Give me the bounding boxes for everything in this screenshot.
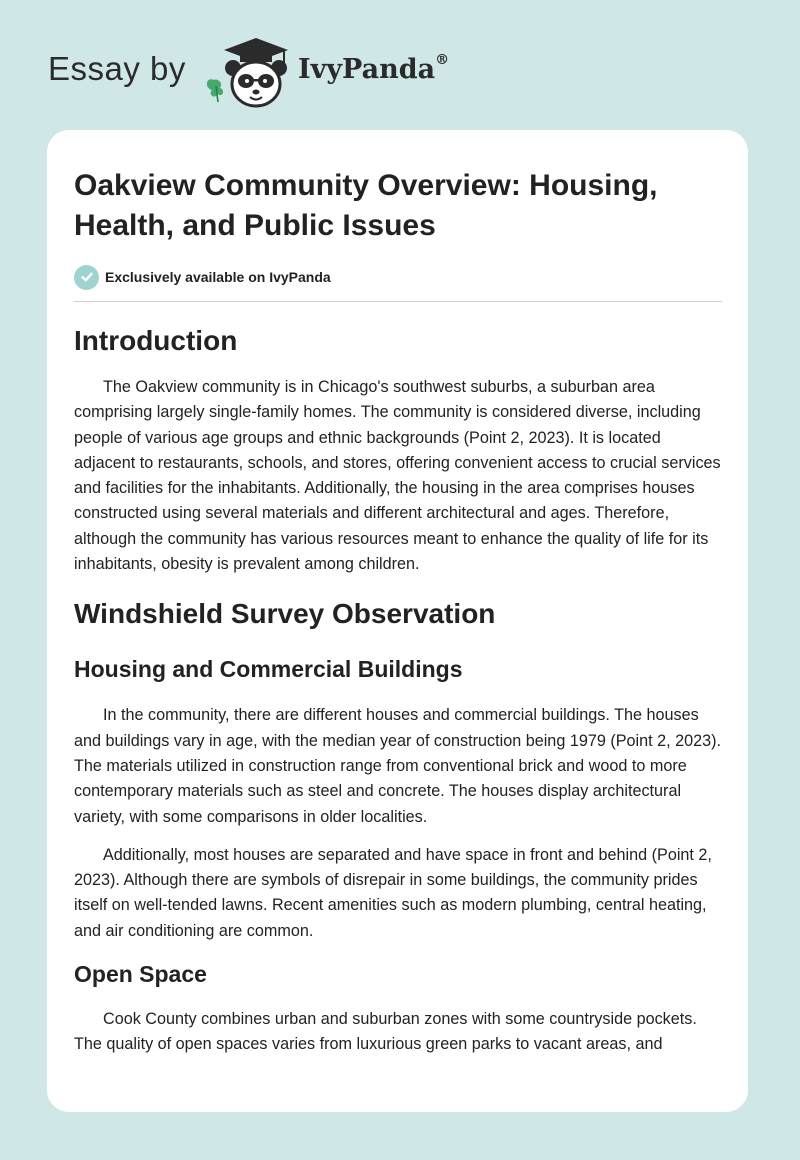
exclusive-badge: [74, 264, 722, 290]
check-circle-icon: [74, 265, 99, 290]
section-heading-introduction: Introduction: [74, 325, 238, 356]
subsection-heading-housing: Housing and Commercial Buildings: [74, 656, 463, 683]
brand-name[interactable]: IvyPanda®: [298, 52, 450, 85]
housing-paragraph-2: Additionally, most houses are separated and have space in front and behind (Point 2, 2023). Although there are symbols of disrepair in some buildings, the community prides itself on well-tended lawns. Recent amenities such as modern plumbing, central heating, and air conditioning are common.: [74, 845, 712, 940]
registered-mark: ®: [435, 52, 450, 68]
essay-title: Oakview Community Overview: Housing, Health, and Public Issues: [74, 169, 658, 242]
panda-graduate-icon[interactable]: [200, 36, 296, 115]
exclusive-text: Exclusively available on IvyPanda: [105, 269, 331, 285]
subsection-heading-open-space: Open Space: [74, 961, 207, 988]
open-space-paragraph: Cook County combines urban and suburban zones with some countryside pockets. The quality of open spaces varies from luxurious green parks to vacant areas, and: [74, 1010, 697, 1054]
title-divider: [74, 301, 722, 302]
essay-content: [74, 166, 722, 1058]
brand-header: [48, 34, 548, 114]
section-heading-windshield-survey: Windshield Survey Observation: [74, 598, 496, 630]
brand-prefix: Essay by: [48, 50, 186, 87]
essay-card: [47, 130, 748, 1112]
housing-paragraph-1: In the community, there are different houses and commercial buildings. The houses and buildings vary in age, with the median year of construction being 1979 (Point 2, 2023). The materials utilized in construction range from conventional brick and wood to more contemporary materials such as steel and concrete. The houses display architectural variety, with some comparisons in older localities.: [74, 706, 722, 826]
introduction-paragraph: The Oakview community is in Chicago's southwest suburbs, a suburban area comprising largely single-family homes. The community is considered diverse, including people of various age groups and ethnic backgrounds (Point 2, 2023). It is located adjacent to restaurants, schools, and stores, offering convenient access to crucial services and facilities for the inhabitants. Additionally, the housing in the area comprises houses constructed using several materials and different architectural and ages. Therefore, although the community has various resources meant to enhance the quality of life for its inhabitants, obesity is prevalent among children.: [74, 378, 721, 574]
